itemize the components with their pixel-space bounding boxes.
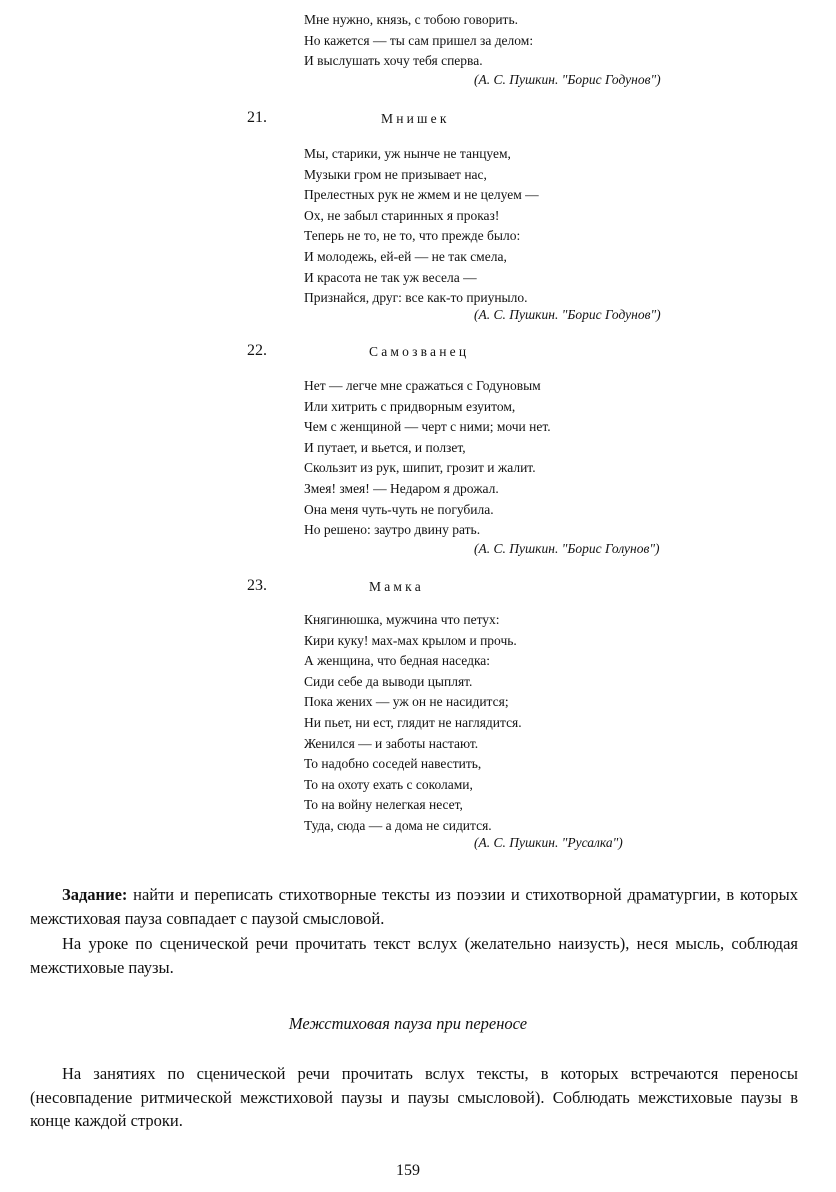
- excerpt-number: 23.: [247, 577, 267, 594]
- verse-line: Теперь не то, не то, что прежде было:: [304, 228, 521, 244]
- assignment-block: [30, 883, 798, 979]
- verse-line: Но решено: заутро двину рать.: [304, 522, 481, 538]
- excerpt-number: 22.: [247, 342, 267, 359]
- section-block: [30, 1062, 798, 1133]
- excerpt-source: (А. С. Пушкин. "Русалка"): [474, 835, 623, 850]
- verse-line: То надобно соседей навестить,: [304, 756, 482, 772]
- section-paragraph: На занятиях по сценической речи прочитать вслух тексты, в которых встречаются переносы (несовпадение ритмической межстиховой паузы и паузы смысловой). Соблюдать межстиховые паузы в конце каждой строки.: [30, 1064, 798, 1130]
- excerpt-verse: [304, 610, 522, 837]
- verse-line: Нет — легче мне сражаться с Годуновым: [304, 378, 541, 393]
- verse-line: И молодежь, ей-ей — не так смела,: [304, 248, 507, 264]
- excerpt-speaker: Мамка: [369, 579, 424, 594]
- verse-line: Пока жених — уж он не насидится;: [304, 694, 509, 710]
- verse-line: Ни пьет, ни ест, глядит не наглядится.: [304, 714, 522, 730]
- section-heading: Межстиховая пауза при переносе: [288, 1014, 528, 1033]
- verse-line: Она меня чуть-чуть не погубила.: [304, 501, 494, 517]
- assignment-paragraph: [30, 883, 798, 930]
- verse-line: И выслушать хочу тебя сперва.: [304, 53, 483, 69]
- excerpt-source: (А. С. Пушкин. "Борис Голунов"): [474, 541, 660, 556]
- verse-line: И красота не так уж весела —: [304, 269, 477, 285]
- verse-line: Чем с женщиной — черт с ними; мочи нет.: [304, 419, 551, 435]
- excerpt-verse: [304, 144, 539, 309]
- excerpt-source: (А. С. Пушкин. "Борис Годунов"): [474, 307, 661, 322]
- page-number: 159: [396, 1162, 420, 1179]
- verse-line: Кири куку! мах-мах крылом и прочь.: [304, 632, 517, 648]
- assignment-text: найти и переписать стихотворные тексты из поэзии и стихотворной драматургии, в которых межстиховая пауза совпадает с паузой смысловой.: [30, 885, 798, 928]
- verse-line: Сиди себе да выводи цыплят.: [304, 673, 473, 689]
- intro-verse: [304, 10, 533, 72]
- verse-line: Мне нужно, князь, с тобою говорить.: [304, 12, 518, 27]
- excerpt-speaker: Мнишек: [381, 111, 450, 126]
- verse-line: Но кажется — ты сам пришел за делом:: [304, 32, 534, 48]
- intro-source: (А. С. Пушкин. "Борис Годунов"): [474, 72, 661, 87]
- verse-line: И путает, и вьется, и ползет,: [304, 439, 466, 455]
- verse-line: Ох, не забыл старинных я проказ!: [304, 207, 500, 223]
- verse-line: Княгинюшка, мужчина что петух:: [304, 612, 500, 627]
- assignment-paragraph-2: На уроке по сценической речи прочитать текст вслух (желательно наизусть), неся мысль, соблюдая межстиховые паузы.: [30, 934, 798, 977]
- verse-line: Признайся, друг: все как-то приуныло.: [304, 290, 528, 306]
- verse-line: А женщина, что бедная наседка:: [304, 653, 491, 669]
- verse-line: То на войну нелегкая несет,: [304, 797, 463, 813]
- excerpt-verse: [304, 376, 551, 541]
- excerpt-number: 21.: [247, 109, 267, 126]
- verse-line: Скользит из рук, шипит, грозит и жалит.: [304, 460, 536, 476]
- verse-line: Туда, сюда — а дома не сидится.: [304, 817, 492, 833]
- verse-line: Прелестных рук не жмем и не целуем —: [304, 187, 539, 203]
- verse-line: Женился — и заботы настают.: [304, 735, 479, 751]
- excerpt-speaker: Самозванец: [369, 344, 470, 359]
- verse-line: Музыки гром не призывает нас,: [304, 166, 487, 182]
- verse-line: Или хитрить с придворным езуитом,: [304, 398, 516, 414]
- verse-line: То на охоту ехать с соколами,: [304, 776, 473, 792]
- assignment-label: Задание:: [62, 885, 128, 904]
- verse-line: Змея! змея! — Недаром я дрожал.: [304, 480, 499, 496]
- verse-line: Мы, старики, уж нынче не танцуем,: [304, 146, 511, 161]
